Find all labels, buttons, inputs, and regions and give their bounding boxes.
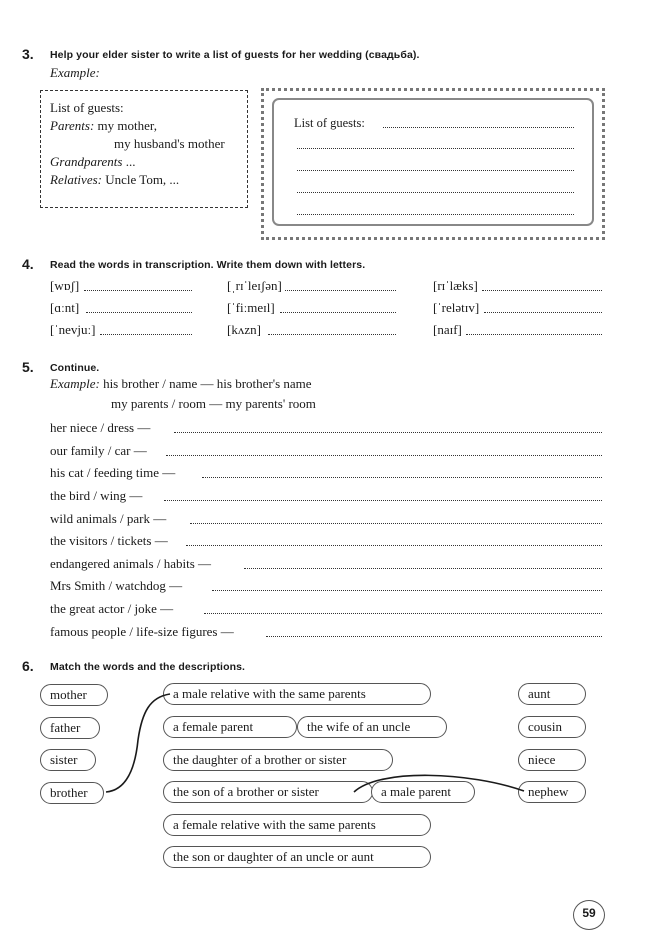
page-number: 59	[582, 906, 596, 920]
phrase-item: the visitors / tickets —	[50, 533, 168, 548]
word-aunt[interactable]: aunt	[518, 683, 586, 705]
word-niece[interactable]: niece	[518, 749, 586, 771]
parents-label: Parents:	[50, 118, 95, 133]
description-wife-of-uncle[interactable]: the wife of an uncle	[297, 716, 447, 738]
answer-box-title: List of guests:	[294, 116, 365, 130]
task4-instruction: Read the words in transcription. Write them down with letters.	[50, 259, 366, 271]
task3-number: 3.	[22, 46, 34, 62]
description-male-sibling[interactable]: a male relative with the same parents	[163, 683, 431, 705]
phrase-item: wild animals / park —	[50, 511, 167, 526]
relatives-value: Uncle Tom, ...	[105, 172, 180, 187]
task6-number: 6.	[22, 658, 34, 674]
relatives-label: Relatives:	[50, 172, 102, 187]
phrase-item: famous people / life-size figures —	[50, 624, 234, 639]
phrase-item: the bird / wing —	[50, 488, 143, 503]
match-line-nephew	[354, 775, 524, 792]
description-son-of-sibling[interactable]: the son of a brother or sister	[163, 781, 373, 803]
task3-example-label: Example:	[50, 65, 100, 80]
task5-example-1: his brother / name — his brother's name	[103, 376, 312, 391]
description-male-parent[interactable]: a male parent	[371, 781, 475, 803]
parents-value-2: my husband's mother	[114, 136, 225, 151]
task6-instruction: Match the words and the descriptions.	[50, 661, 246, 673]
phrase-item: the great actor / joke —	[50, 601, 174, 616]
task5-number: 5.	[22, 359, 34, 375]
transcription: [naɪf]	[433, 322, 462, 337]
transcription: [ˈrelətɪv]	[433, 300, 480, 315]
transcription: [ɑːnt]	[50, 300, 80, 315]
word-sister[interactable]: sister	[40, 749, 96, 771]
task5-example-label: Example:	[50, 376, 100, 391]
task3-instruction: Help your elder sister to write a list of guests for her wedding (свадьба).	[50, 49, 420, 61]
word-father[interactable]: father	[40, 717, 100, 739]
description-female-parent[interactable]: a female parent	[163, 716, 297, 738]
phrase-item: her niece / dress —	[50, 420, 151, 435]
phrase-item: Mrs Smith / watchdog —	[50, 578, 183, 593]
transcription: [ˈnevjuː]	[50, 322, 96, 337]
phrase-item: our family / car —	[50, 443, 147, 458]
word-cousin[interactable]: cousin	[518, 716, 586, 738]
transcription: [kʌzn]	[227, 322, 261, 337]
description-female-sibling[interactable]: a female relative with the same parents	[163, 814, 431, 836]
match-line-brother	[106, 694, 170, 792]
word-nephew[interactable]: nephew	[518, 781, 586, 803]
transcription: [rɪˈlæks]	[433, 278, 478, 293]
task5-instruction: Continue.	[50, 362, 100, 374]
phrase-item: his cat / feeding time —	[50, 465, 176, 480]
word-mother[interactable]: mother	[40, 684, 108, 706]
grandparents-label: Grandparents	[50, 154, 123, 169]
phrase-item: endangered animals / habits —	[50, 556, 212, 571]
transcription: [ˈfiːmeɪl]	[227, 300, 275, 315]
description-daughter-of-sibling[interactable]: the daughter of a brother or sister	[163, 749, 393, 771]
task5-example-2: my parents / room — my parents' room	[111, 396, 316, 411]
transcription: [ˌrɪˈleɪʃən]	[227, 278, 282, 293]
transcription: [wɒʃ]	[50, 278, 80, 293]
parents-value-1: my mother,	[97, 118, 157, 133]
grandparents-value: ...	[125, 154, 136, 169]
task4-number: 4.	[22, 256, 34, 272]
word-brother[interactable]: brother	[40, 782, 104, 804]
description-cousin[interactable]: the son or daughter of an uncle or aunt	[163, 846, 431, 868]
example-list-title: List of guests:	[50, 100, 124, 115]
